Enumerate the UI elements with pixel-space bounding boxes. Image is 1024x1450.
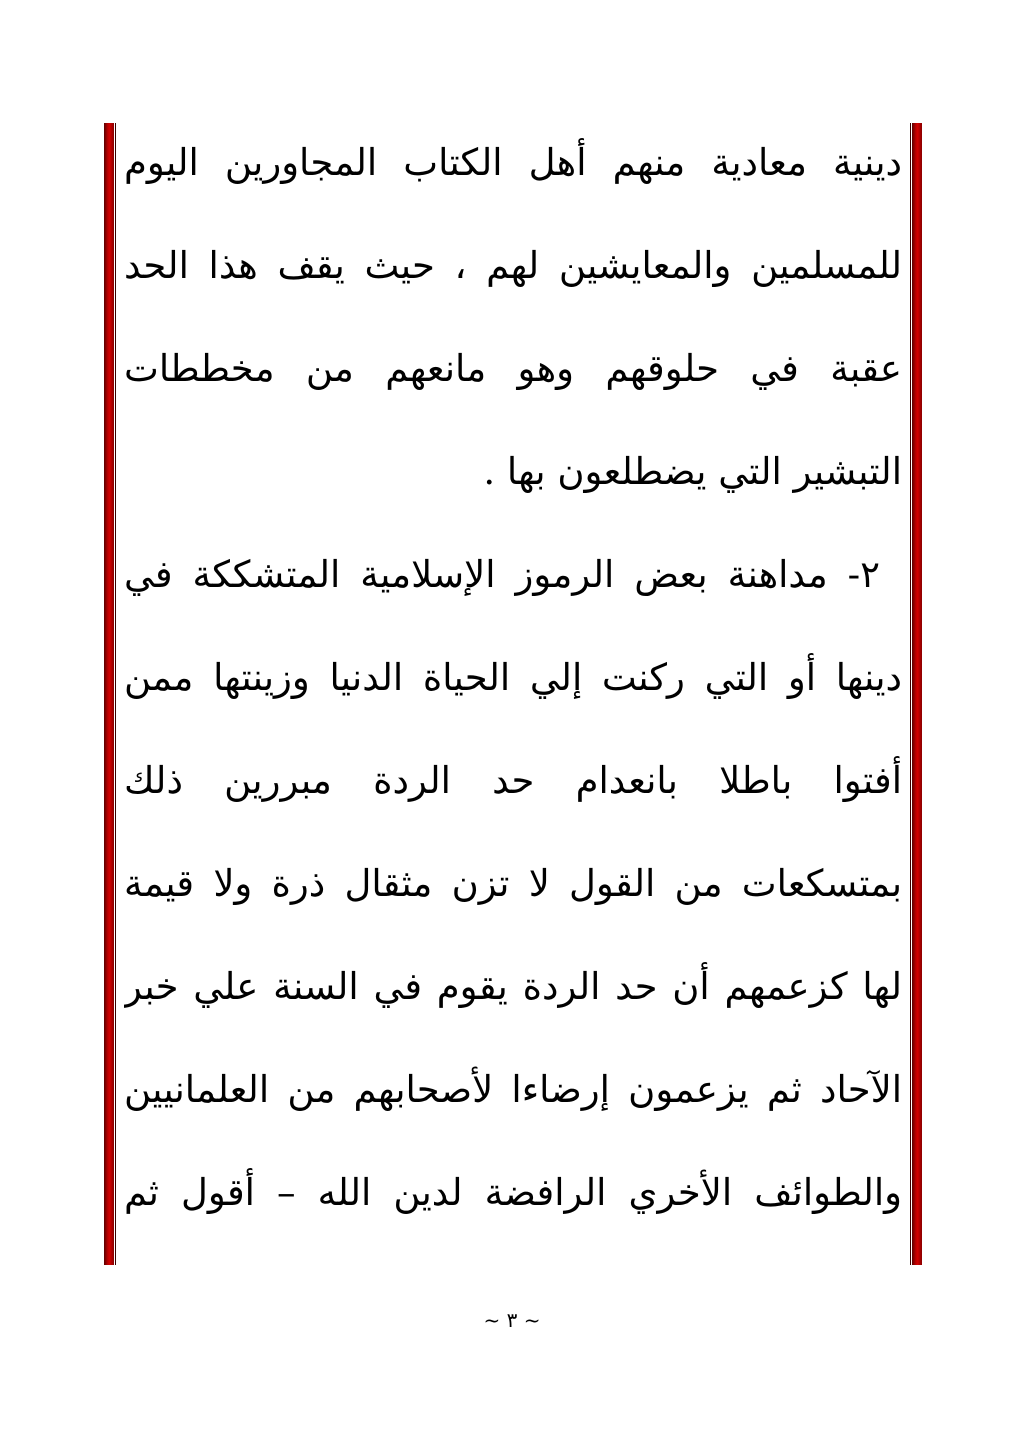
text-line-8: بمتسكعات من القول لا تزن مثقال ذرة ولا قيمة <box>124 862 902 905</box>
text-line-2: للمسلمين والمعايشين لهم ، حيث يقف هذا الحد <box>124 244 902 287</box>
left-red-border <box>104 123 114 1265</box>
text-line-11: والطوائف الأخري الرافضة لدين الله – أقول ثم <box>124 1171 902 1214</box>
text-line-5: ٢- مداهنة بعض الرموز الإسلامية المتشككة في <box>124 553 880 596</box>
text-line-4: التبشير التي يضطلعون بها . <box>483 450 902 493</box>
text-line-9: لها كزعمهم أن حد الردة يقوم في السنة علي خبر <box>124 965 902 1008</box>
body-text <box>124 123 902 1265</box>
text-line-6: دينها أو التي ركنت إلي الحياة الدنيا وزينتها ممن <box>124 656 902 699</box>
text-frame <box>104 123 922 1265</box>
right-red-border <box>912 123 922 1265</box>
text-line-7: أفتوا باطلا بانعدام حد الردة مبررين ذلك <box>124 759 902 802</box>
page-number: ~ ٣ ~ <box>483 1308 541 1332</box>
text-line-10: الآحاد ثم يزعمون إرضاءا لأصحابهم من العلمانيين <box>124 1068 902 1111</box>
text-line-3: عقبة في حلوقهم وهو مانعهم من مخططات <box>124 347 902 390</box>
text-line-1: دينية معادية منهم أهل الكتاب المجاورين اليوم <box>124 141 902 184</box>
